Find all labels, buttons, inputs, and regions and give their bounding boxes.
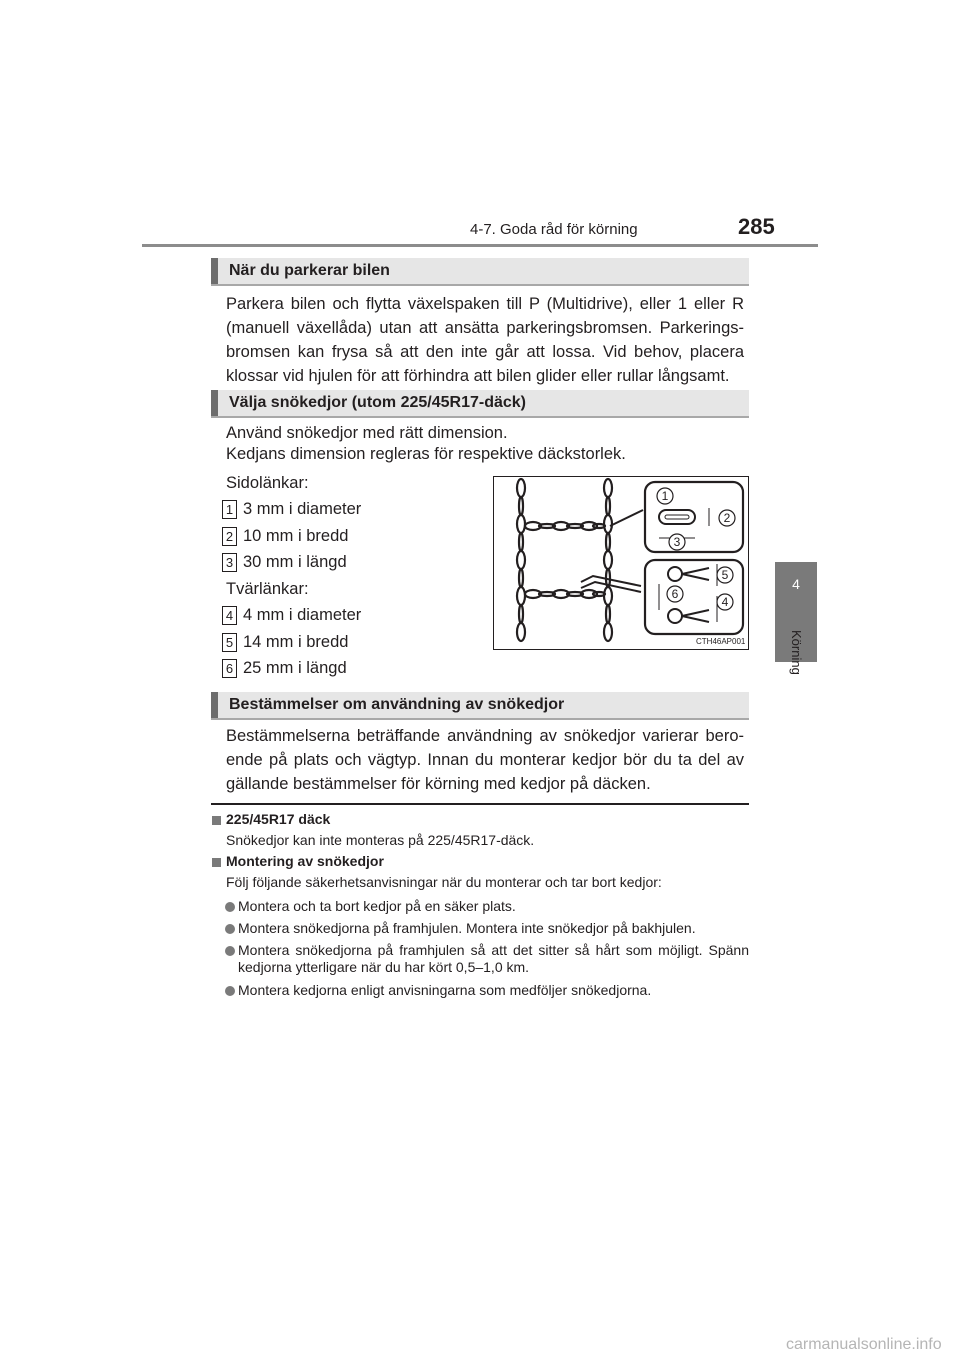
bullet-dot: [225, 946, 235, 956]
item-text: 30 mm i längd: [243, 553, 347, 571]
bullet-dot: [225, 902, 235, 912]
note-text-tire: Snökedjor kan inte monteras på 225/45R17-däck.: [226, 832, 535, 848]
item-number-badge: 4: [222, 606, 237, 625]
page-number: 285: [738, 214, 775, 239]
item-text: 3 mm i diameter: [243, 500, 362, 518]
header-rule: [142, 244, 818, 247]
callout-label: 5: [721, 568, 729, 582]
section-underline: [211, 416, 749, 418]
chapter-number: 4: [792, 576, 800, 592]
item-text: 14 mm i bredd: [243, 633, 349, 651]
note-heading-tire: 225/45R17 däck: [226, 811, 331, 827]
section-title: Bestämmelser om användning av snökedjor: [229, 696, 565, 713]
header-section-title: 4-7. Goda råd för körning: [470, 221, 638, 238]
chapter-label: Körning: [789, 630, 804, 675]
chains-line-2: Kedjans dimension regleras för respektive däckstorlek.: [226, 445, 626, 463]
section-heading-regulations: [211, 692, 749, 718]
callout-label: 3: [673, 535, 681, 549]
section-underline: [211, 284, 749, 286]
side-links-label: Sidolänkar:: [226, 474, 309, 492]
section-title: Välja snökedjor (utom 225/45R17-däck): [229, 394, 526, 411]
callout-label: 6: [671, 587, 679, 601]
chains-line-1: Använd snökedjor med rätt dimension.: [226, 424, 508, 442]
note-square-marker: [212, 858, 221, 867]
snow-chain-figure: [493, 476, 749, 650]
callout-label: 4: [721, 595, 729, 609]
section-heading-parking: [211, 258, 749, 284]
note-text-mounting: Följ följande säkerhetsanvisningar när du monterar och tar bort kedjor:: [226, 874, 662, 890]
bullet-item: Montera snökedjorna på framhjulen. Montera inte snökedjor på bakhjulen.: [238, 920, 696, 936]
bullet-dot: [225, 986, 235, 996]
chapter-tab-label-wrap: [770, 630, 822, 690]
section-title: När du parkerar bilen: [229, 262, 390, 279]
callout-label: 2: [723, 511, 731, 525]
item-text: 25 mm i längd: [243, 659, 347, 677]
item-number-badge: 3: [222, 553, 237, 572]
item-text: 4 mm i diameter: [243, 606, 362, 624]
item-number-badge: 5: [222, 633, 237, 652]
callout-label: 1: [661, 489, 669, 503]
bullet-dot: [225, 924, 235, 934]
regulations-paragraph: Bestämmelserna beträffande användning av snökedjor varierar bero-ende på plats och vägtyp. Innan du monterar kedjor bör du ta del av gällande bestämmelser för körning med kedjor på däcken.: [226, 727, 744, 793]
section-heading-chains: [211, 390, 749, 416]
watermark: carmanualsonline.info: [786, 1336, 942, 1353]
cross-links-label: Tvärlänkar:: [226, 580, 309, 598]
item-text: 10 mm i bredd: [243, 527, 349, 545]
bullet-item: Montera snökedjorna på framhjulen så att det sitter så hårt som möjligt. Spänn kedjorna ytterligare när du har kört 0,5–1,0 km.: [238, 942, 749, 975]
bullet-item: Montera och ta bort kedjor på en säker plats.: [238, 898, 516, 914]
note-heading-mounting: Montering av snökedjor: [226, 853, 384, 869]
bullet-item: Montera kedjorna enligt anvisningarna som medföljer snökedjorna.: [238, 982, 652, 998]
item-number-badge: 2: [222, 527, 237, 546]
parking-paragraph: Parkera bilen och flytta växelspaken till P (Multidrive), eller 1 eller R (manuell växellåda) utan att ansätta parkeringsbromsen. Parkerings-bromsen kan frysa så att den inte går att lossa. Vid behov, placera klossar vid hjulen för att förhindra att bilen glider eller rullar långsamt.: [226, 295, 744, 385]
notes-rule: [211, 803, 749, 805]
item-number-badge: 1: [222, 500, 237, 519]
note-square-marker: [212, 816, 221, 825]
section-underline: [211, 718, 749, 720]
figure-code: CTH46AP001: [696, 637, 746, 646]
item-number-badge: 6: [222, 659, 237, 678]
